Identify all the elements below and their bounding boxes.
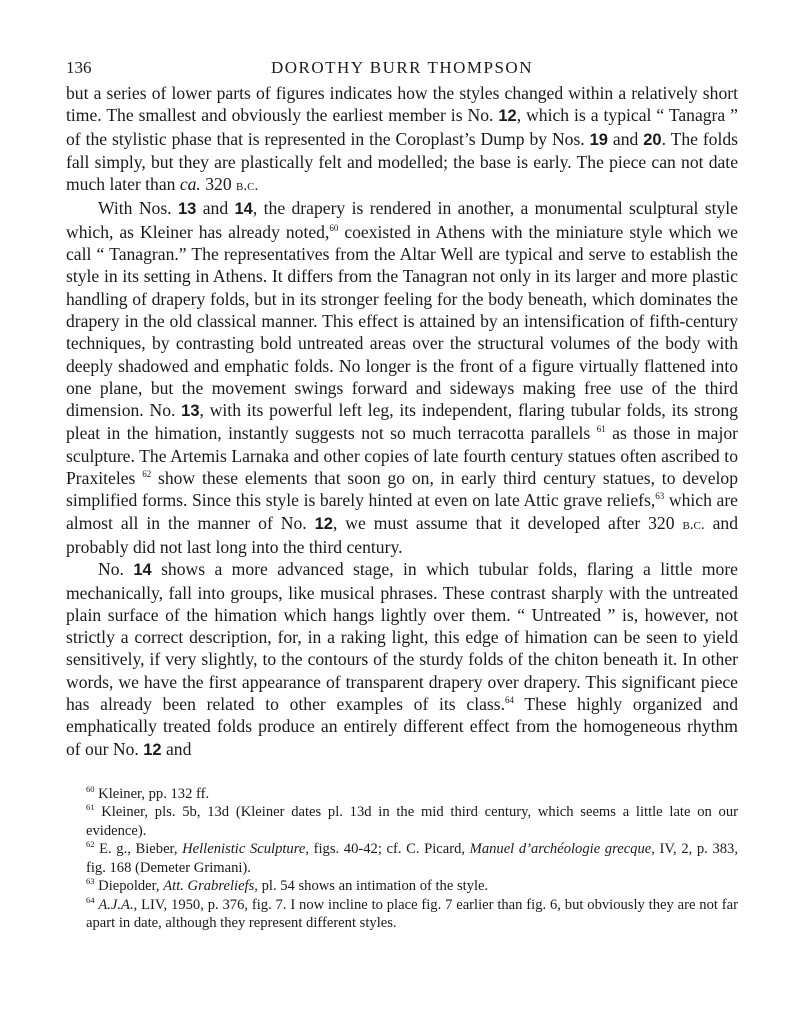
text-run: but a series of lower parts of figures indicates how the styles changed within a relatively short time. The smallest and obviously the earliest member is No. [66,83,738,126]
text-run: . The folds fall simply, but they are plastically felt and modelled; the base is early. The piece can not date much later than [66,128,739,195]
catalog-number: 13 [181,402,200,421]
page-number: 136 [66,58,92,77]
text-run: E. g., Bieber, [94,841,183,858]
footnote-number: 63 [86,876,95,887]
footnote-number: 61 [86,802,95,813]
paragraph-3 [66,558,738,761]
text-run: Kleiner, pls. 5b, 13d (Kleiner dates pl. 13d in the mid third century, which seems a little late on our evidence). [86,804,738,839]
italic-text: ca. [179,174,201,195]
text-run: , LIV, 1950, p. 376, fig. 7. I now incline to place fig. 7 earlier than fig. 6, but obviously they are not far apart in date, although they represent different styles. [86,896,738,932]
text-run: , the drapery is rendered in another, a monumental sculptural style which, as Kleiner has already noted, [66,198,738,242]
catalog-number: 14 [133,561,152,580]
text-run: Diepolder, [94,878,164,895]
footnote-marker: 61 [596,424,606,435]
catalog-number: 14 [234,200,253,219]
page-header [66,52,738,82]
era-abbreviation: b.c. [236,178,259,195]
catalog-number: 19 [589,130,608,149]
text-run: , which is a typical “ Tanagra ” of the stylistic phase that is represented in the Coroplast’s Dump by Nos. [66,105,738,149]
text-run: and [607,128,644,149]
text-run: shows a more advanced stage, in which tubular folds, flaring a little more mechanically, fall into groups, like musical phrases. These contrast sharply with the untreated plain surface of the himation which hangs lightly over them. “ Untreated ” is, however, not strictly a correct description, for, in a raking light, this edge of himation can be seen to yield sensitively, if very slightly, to the contours of the sturdy folds of the chiton beneath it. In other words, we have the first appearance of transparent drapery over drapery. This significant piece has already been related to other examples of its class. [66,559,738,715]
document-page [66,52,738,933]
running-head: DOROTHY BURR THOMPSON [271,58,533,77]
text-run: as those in major sculpture. The Artemis Larnaka and other copies of late fourth century statues often ascribed to Praxiteles [66,423,738,489]
text-run: show these elements that soon go on, in early third century statues, to develop simplified forms. Since this style is barely hinted at even on late Attic grave reliefs, [66,468,738,511]
text-run: 320 [200,174,237,195]
text-run: Kleiner, pp. 132 ff. [94,785,210,802]
catalog-number: 20 [643,130,662,149]
italic-title: Manuel d’archéologie grecque [469,841,652,858]
paragraph-1 [66,82,738,197]
footnote-marker: 64 [504,695,514,706]
footnote-62 [86,840,738,877]
footnote-63 [86,877,738,896]
text-run: which are almost all in the manner of No. [66,490,738,533]
text-run: , IV, 2, p. 383, fig. 168 (Demeter Grimani). [86,841,738,876]
text-run: , we must assume that it developed after 320 [332,512,683,533]
catalog-number: 12 [143,740,162,759]
text-run: These highly organized and emphatically treated folds produce an entirely different effect from the homogeneous rhythm of our No. [66,694,738,759]
catalog-number: 12 [314,514,333,533]
footnote-number: 60 [86,783,95,794]
text-run: and probably did not last long into the third century. [66,512,739,557]
text-run: , with its powerful left leg, its independent, flaring tubular folds, its strong pleat in the himation, instantly suggests not so much terracotta parallels [66,400,738,444]
italic-title: Hellenistic Sculpture [182,841,306,858]
body-text [66,82,738,761]
text-run: , pl. 54 shows an intimation of the style. [254,878,489,895]
footnote-marker: 62 [142,469,152,480]
era-abbreviation: b.c. [682,516,705,533]
text-run: and [161,738,192,759]
footnote-marker: 63 [655,491,665,502]
footnote-61 [86,803,738,840]
footnotes [66,785,738,933]
text-run: With Nos. [98,198,178,219]
footnote-number: 62 [86,839,95,850]
paragraph-2 [66,197,738,558]
footnote-marker: 60 [329,222,339,233]
text-run: and [196,198,235,219]
footnote-60 [86,785,738,804]
italic-title: A.J.A. [98,896,134,913]
catalog-number: 13 [177,200,197,219]
italic-title: Att. Grabreliefs [163,878,255,895]
footnote-number: 64 [86,894,95,905]
text-run: No. [98,559,134,580]
catalog-number: 12 [498,107,517,126]
text-run: , figs. 40-42; cf. C. Picard, [305,841,470,858]
footnote-64 [86,896,738,933]
text-run: coexisted in Athens with the miniature style which we call “ Tanagran.” The representatives from the Altar Well are typical and serve to establish the style in its setting in Athens. It differs from the Tanagran not only in its larger and more plastic handling of drapery folds, but in its stronger feeling for the body beneath, which dominates the drapery in the old classical manner. This effect is attained by an intensification of fifth-century techniques, by contrasting bold untreated areas over the structural volumes of the body with deeply shadowed and emphatic folds. No longer is the front of a figure virtually flattened into one plane, but the movement swings forward and sideways making free use of the third dimension. No. [66,221,738,421]
